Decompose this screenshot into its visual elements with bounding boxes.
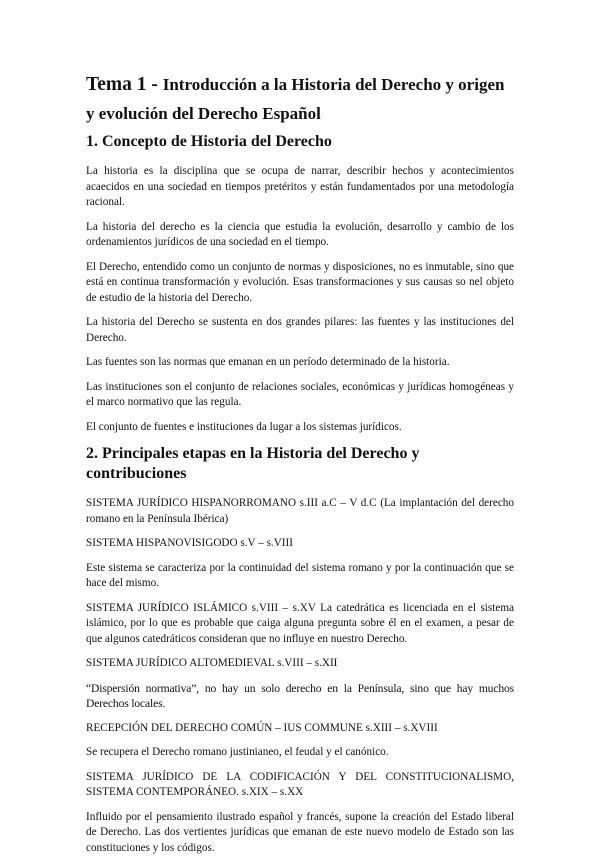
paragraph: El Derecho, entendido como un conjunto de normas y disposiciones, no es inmutable, sino que está en continua transformación y evolución. Esas transformaciones y sus causas so nel objeto de estudio de la historia del Derecho. [86, 260, 514, 304]
system-ius-commune: RECEPCIÓN DEL DERECHO COMÚN – IUS COMMUNE s.XIII – s.XVIII [86, 721, 438, 734]
page-title [86, 70, 514, 128]
paragraph: Las instituciones son el conjunto de relaciones sociales, económicas y jurídicas homogéneas y el marco normativo que las regula. [86, 380, 514, 408]
paragraph: La historia del Derecho se sustenta en dos grandes pilares: las fuentes y las instituciones del Derecho. [86, 316, 514, 344]
paragraph: La historia del derecho es la ciencia que estudia la evolución, desarrollo y cambio de los ordenamientos jurídicos de una sociedad en el tiempo. [86, 220, 514, 248]
system-altomedieval: SISTEMA JURÍDICO ALTOMEDIEVAL s.VIII – s.XII [86, 657, 338, 669]
system-islamico: SISTEMA JURÍDICO ISLÁMICO s.VIII – s.XV La catedrática es licenciada en el sistema islámico, por lo que es probable que caiga alguna pregunta sobre él en el examen, a pesar de que algunos catedráticos consideran que no influye en nuestro Derecho. [86, 601, 514, 645]
section-1-heading: 1. Concepto de Historia del Derecho [86, 133, 332, 150]
document-page [86, 70, 514, 865]
paragraph: Influido por el pensamiento ilustrado español y francés, supone la creación del Estado liberal de Derecho. Las dos vertientes jurídicas que emanan de este nuevo modelo de Estado son las constituciones y los códigos. [86, 810, 514, 854]
title-text: Introducción a la Historia del Derecho y origen y evolución del Derecho Español [86, 75, 505, 123]
system-hispanovisigodo: SISTEMA HISPANOVISIGODO s.V – s.VIII [86, 537, 293, 549]
section-2-heading: 2. Principales etapas en la Historia del Derecho y contribuciones [86, 445, 420, 482]
system-hispanorromano: SISTEMA JURÍDICO HISPANORROMANO s.III a.C – V d.C (La implantación del derecho romano en la Península Ibérica) [86, 497, 514, 525]
paragraph: La historia es la disciplina que se ocupa de narrar, describir hechos y acontecimientos acaecidos en una sociedad en tiempos pretéritos y están fundamentados por una metodología racional. [86, 165, 514, 208]
paragraph: El conjunto de fuentes e instituciones da lugar a los sistemas jurídicos. [86, 420, 402, 433]
title-number: Tema 1 - [86, 74, 158, 95]
paragraph: “Dispersión normativa”, no hay un solo derecho en la Península, sino que hay muchos Derechos locales. [86, 681, 514, 710]
paragraph: Este sistema se caracteriza por la continuidad del sistema romano y por la continuación que se hace del mismo. [86, 561, 514, 589]
system-codificacion: SISTEMA JURÍDICO DE LA CODIFICACIÓN Y DEL CONSTITUCIONALISMO, SISTEMA CONTEMPORÁNEO. s.XIX – s.XX [86, 770, 514, 798]
paragraph: Las fuentes son las normas que emanan en un período determinado de la historia. [86, 356, 450, 368]
paragraph: Se recupera el Derecho romano justinianeo, el feudal y el canónico. [86, 746, 389, 758]
